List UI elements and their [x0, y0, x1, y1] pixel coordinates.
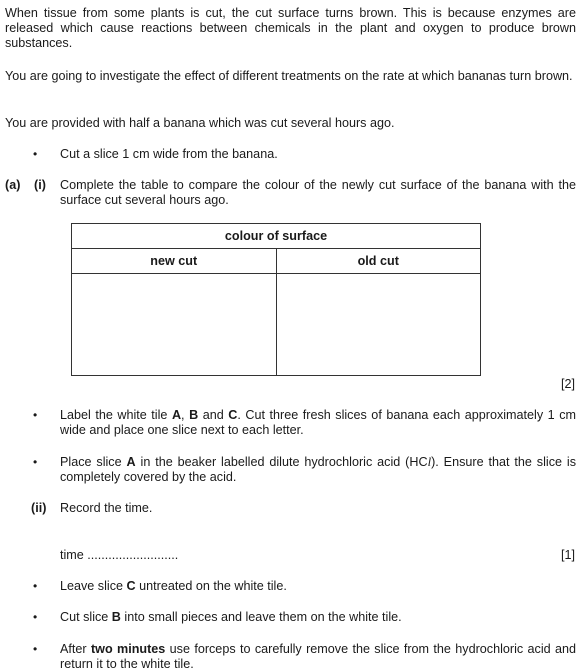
instruction-remove-slice [60, 642, 576, 672]
text-segment: Place slice [60, 455, 127, 469]
question-a-ii-label: (ii) [31, 501, 47, 515]
time-answer-line[interactable]: time .......................... [60, 548, 179, 562]
letter-b: B [189, 408, 199, 422]
table-column-new-cut: new cut [72, 249, 277, 274]
bullet-marker: • [33, 610, 38, 624]
bullet-marker: • [33, 455, 38, 469]
text-segment: in the beaker labelled dilute hydrochloric acid (HC [135, 455, 428, 469]
marks-a-i: [2] [560, 377, 575, 391]
letter-a: A [126, 455, 136, 469]
text-segment: use forceps to carefully remove the slice from the hydrochloric acid and return it to the white tile. [60, 642, 576, 671]
letter-a: A [171, 408, 182, 422]
bullet-marker: • [33, 642, 38, 656]
instruction-cut-slice-b [60, 610, 576, 625]
chlorine-symbol-letter: l [427, 455, 432, 469]
text-segment: ). Ensure that the slice is completely covered by the acid. [60, 455, 576, 484]
table-header-colour-of-surface: colour of surface [72, 224, 481, 249]
text-segment: untreated on the white tile. [135, 579, 287, 593]
answer-cell-old-cut[interactable] [276, 274, 481, 376]
colour-table [71, 223, 481, 376]
letter-c: C [126, 579, 136, 593]
bullet-marker: • [33, 579, 38, 593]
answer-cell-new-cut[interactable] [72, 274, 277, 376]
text-segment: . Cut three fresh slices of banana each approximately 1 cm wide and place one slice next to each letter. [60, 408, 576, 437]
question-a-i-label: (i) [34, 178, 46, 192]
letter-c: C [228, 408, 238, 422]
intro-paragraph-2: You are going to investigate the effect of different treatments on the rate at which bananas turn brown. [5, 69, 573, 83]
question-a-label: (a) [5, 178, 21, 192]
instruction-leave-slice-c [60, 579, 576, 594]
instruction-label-tile [60, 408, 576, 438]
text-segment: Leave slice [60, 579, 127, 593]
text-segment: Cut slice [60, 610, 112, 624]
instruction-cut-slice: Cut a slice 1 cm wide from the banana. [60, 147, 278, 161]
question-a-ii-text: Record the time. [60, 501, 153, 515]
bullet-marker: • [33, 147, 38, 161]
text-segment: After [60, 642, 91, 656]
text-segment: and [198, 408, 229, 422]
intro-paragraph-1: When tissue from some plants is cut, the cut surface turns brown. This is because enzymes are released which cause reactions between chemicals in the plant and oxygen to produce brown substances. [5, 6, 576, 50]
emphasis-two-minutes: two minutes [90, 642, 166, 656]
text-segment: Label the white tile [60, 408, 172, 422]
text-segment: into small pieces and leave them on the white tile. [120, 610, 402, 624]
bullet-marker: • [33, 408, 38, 422]
marks-a-ii: [1] [560, 548, 575, 562]
text-segment: , [181, 408, 190, 422]
question-a-i-text: Complete the table to compare the colour of the newly cut surface of the banana with the surface cut several hours ago. [60, 178, 576, 207]
instruction-place-slice-a [60, 455, 576, 485]
table-column-old-cut: old cut [276, 249, 481, 274]
intro-paragraph-3: You are provided with half a banana which was cut several hours ago. [5, 116, 395, 130]
letter-b: B [111, 610, 121, 624]
